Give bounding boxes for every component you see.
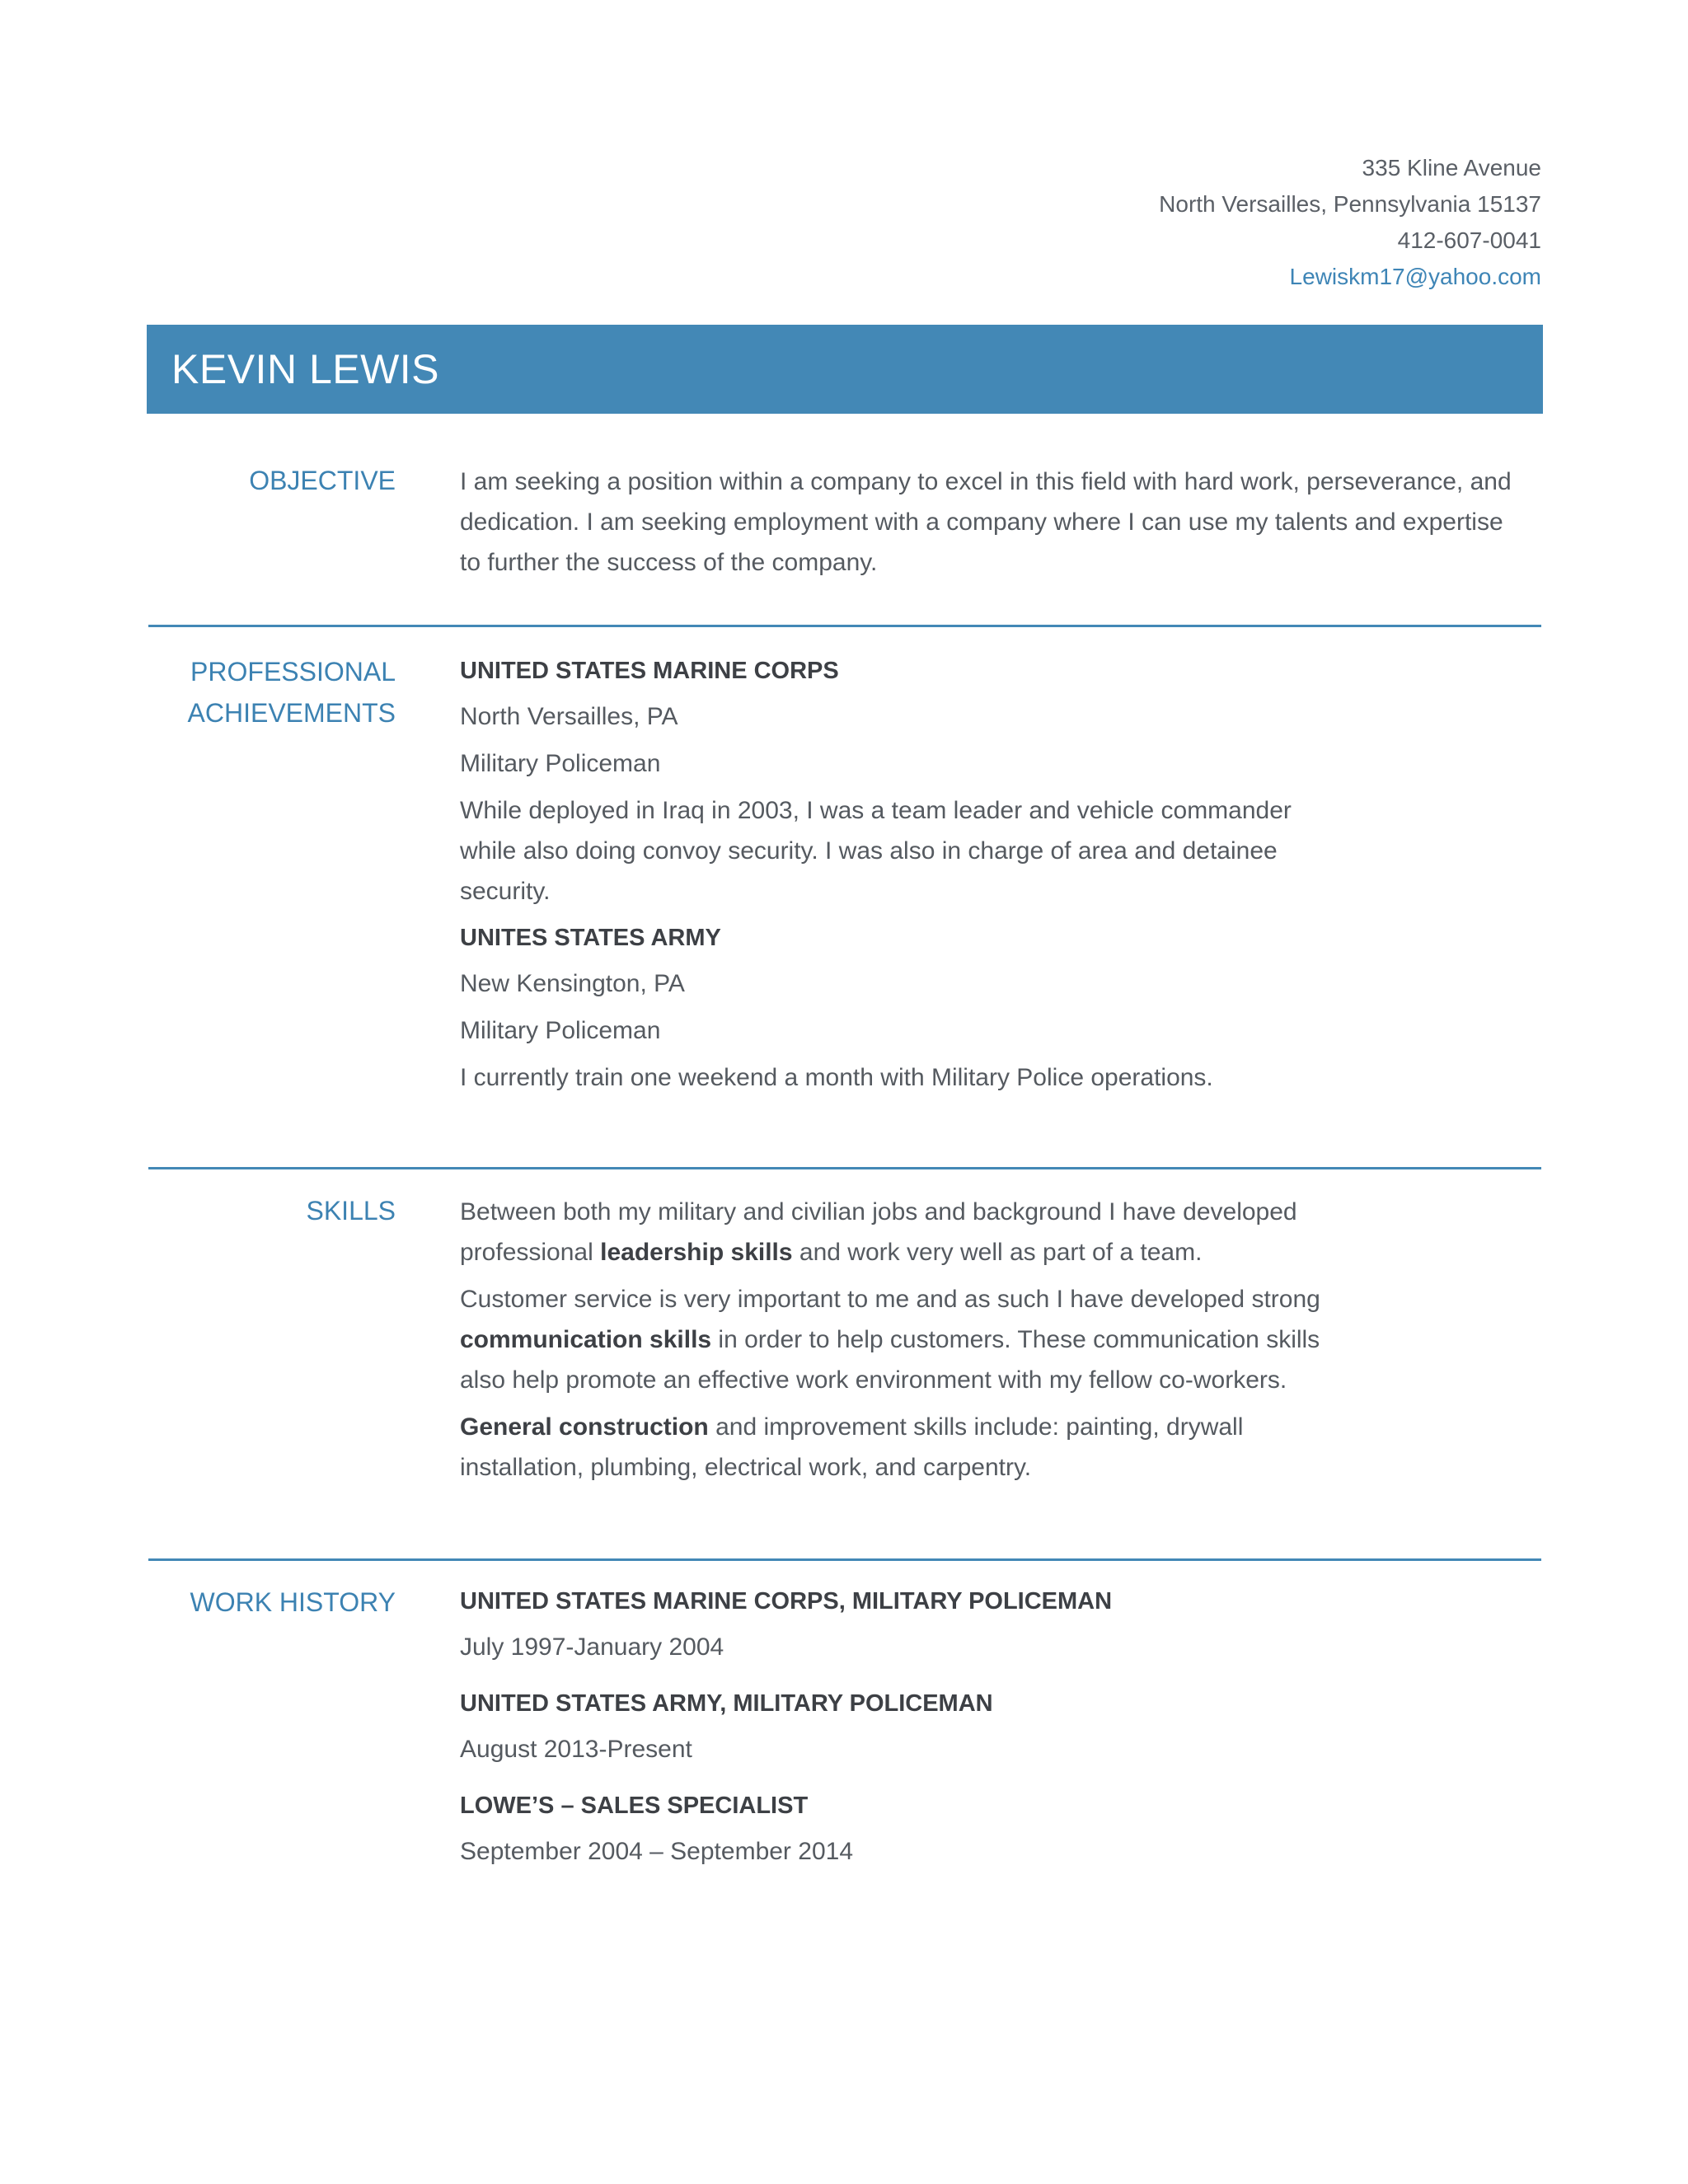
objective-line: dedication. I am seeking employment with a company where I can use my talents and expertise bbox=[460, 509, 1503, 536]
contact-block bbox=[1159, 150, 1541, 295]
achievement-desc: while also doing convoy security. I was also in charge of area and detainee bbox=[460, 837, 1278, 865]
contact-city: North Versailles, Pennsylvania 15137 bbox=[1159, 191, 1541, 217]
skills-text-line: also help promote an effective work environment with my fellow co-workers. bbox=[460, 1366, 1287, 1394]
achievements-label bbox=[148, 651, 396, 733]
objective-text bbox=[460, 462, 1512, 583]
skills-text-line: installation, plumbing, electrical work, and carpentry. bbox=[460, 1454, 1032, 1481]
achievements-label-line2: ACHIEVEMENTS bbox=[187, 698, 396, 728]
achievement-org: UNITED STATES MARINE CORPS bbox=[460, 658, 839, 684]
skills-body bbox=[460, 1192, 1320, 1488]
achievement-location: New Kensington, PA bbox=[460, 970, 685, 997]
achievements-label-line1: PROFESSIONAL bbox=[190, 657, 396, 687]
skills-text-line: Between both my military and civilian jobs and background I have developed bbox=[460, 1198, 1297, 1226]
job-dates: July 1997-January 2004 bbox=[460, 1633, 724, 1661]
objective-label: OBJECTIVE bbox=[249, 466, 396, 495]
job-dates: September 2004 – September 2014 bbox=[460, 1838, 853, 1865]
skills-text-line: General construction and improvement skills include: painting, drywall bbox=[460, 1413, 1244, 1441]
skills-text-line: professional leadership skills and work very well as part of a team. bbox=[460, 1239, 1203, 1266]
objective-line: to further the success of the company. bbox=[460, 549, 878, 576]
skill-highlight: General construction bbox=[460, 1413, 709, 1441]
skill-highlight: leadership skills bbox=[600, 1239, 793, 1266]
candidate-name: KEVIN LEWIS bbox=[171, 346, 440, 392]
achievement-desc: I currently train one weekend a month with Military Police operations. bbox=[460, 1064, 1213, 1091]
achievement-location: North Versailles, PA bbox=[460, 703, 678, 730]
contact-street: 335 Kline Avenue bbox=[1362, 155, 1541, 180]
section-divider bbox=[148, 625, 1541, 627]
work-history-body bbox=[460, 1582, 1112, 1878]
skill-highlight: communication skills bbox=[460, 1326, 712, 1353]
skills-label: SKILLS bbox=[306, 1196, 396, 1226]
achievements-body bbox=[460, 651, 1292, 1098]
job-title: LOWE’S – SALES SPECIALIST bbox=[460, 1793, 809, 1819]
contact-phone: 412-607-0041 bbox=[1397, 227, 1541, 253]
job-title: UNITED STATES MARINE CORPS, MILITARY POLICEMAN bbox=[460, 1588, 1113, 1615]
job-dates: August 2013-Present bbox=[460, 1736, 692, 1763]
achievement-role: Military Policeman bbox=[460, 750, 661, 777]
section-divider bbox=[148, 1558, 1541, 1561]
work-history-label: WORK HISTORY bbox=[190, 1587, 396, 1617]
job-title: UNITED STATES ARMY, MILITARY POLICEMAN bbox=[460, 1690, 993, 1717]
achievement-desc: While deployed in Iraq in 2003, I was a team leader and vehicle commander bbox=[460, 797, 1292, 824]
section-divider bbox=[148, 1167, 1541, 1169]
skills-text-line: communication skills in order to help customers. These communication skills bbox=[460, 1326, 1320, 1353]
contact-email-link[interactable]: Lewiskm17@yahoo.com bbox=[1289, 264, 1541, 289]
objective-line: I am seeking a position within a company to excel in this field with hard work, perseverance, and bbox=[460, 468, 1512, 495]
name-banner bbox=[147, 325, 1543, 414]
achievement-org: UNITES STATES ARMY bbox=[460, 925, 721, 951]
skills-text-line: Customer service is very important to me and as such I have developed strong bbox=[460, 1286, 1320, 1313]
achievement-role: Military Policeman bbox=[460, 1017, 661, 1044]
achievement-desc: security. bbox=[460, 878, 551, 905]
